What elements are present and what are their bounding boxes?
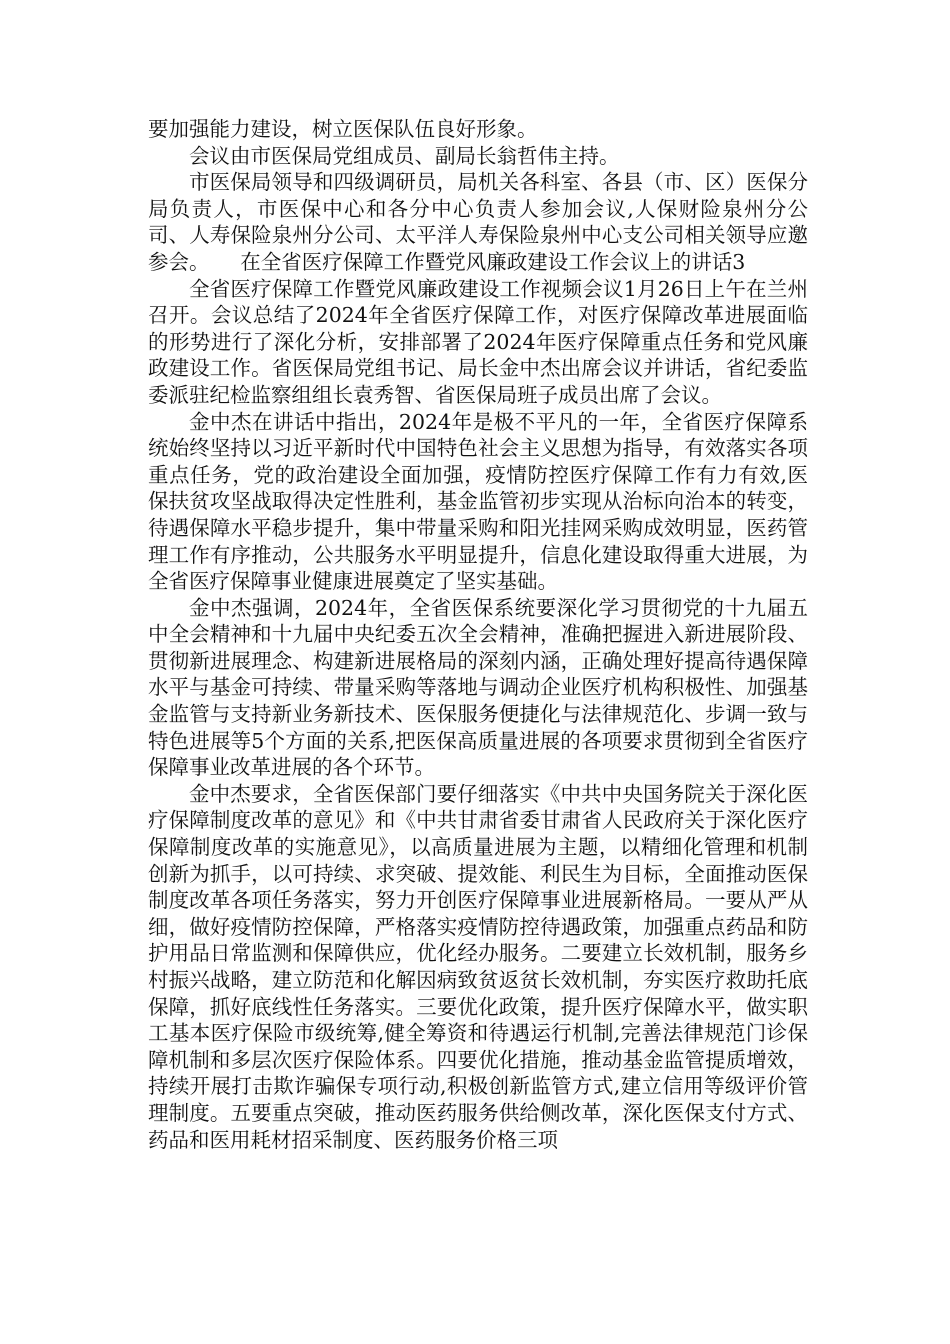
paragraph-host: 会议由市医保局党组成员、副局长翁哲伟主持。 <box>189 143 620 168</box>
paragraph-meeting-summary: 全省医疗保障工作暨党风廉政建设工作视频会议1月26日上午在兰州召开。会议总结了2024年全省医疗保障工作，对医疗保障改革进展面临的形势进行了深化分析，安排部署了2024年医疗保障重点任务和党风廉政建设工作。省医保局党组书记、局长金中杰出席会议并讲话，省纪委监委派驻纪检监察组组长袁秀智、省医保局班子成员出席了会议。 <box>148 276 808 407</box>
paragraph-speech-emphasis: 金中杰强调，2024年，全省医保系统要深化学习贯彻党的十九届五中全会精神和十九届中央纪委五次全会精神，准确把握进入新进展阶段、贯彻新进展理念、构建新进展格局的深刻内涵，正确处理好提高待遇保障水平与基金可持续、带量采购等落地与调动企业医疗机构积极性、加强基金监管与支持新业务新技术、医保服务便捷化与法律规范化、步调一致与特色进展等5个方面的关系,把医保高质量进展的各项要求贯彻到全省医疗保障事业改革进展的各个环节。 <box>148 595 808 780</box>
paragraph-speech-review: 金中杰在讲话中指出，2024年是极不平凡的一年，全省医疗保障系统始终坚持以习近平新时代中国特色社会主义思想为指导，有效落实各项重点任务，党的政治建设全面加强，疫情防控医疗保障工作有力有效,医保扶贫攻坚战取得决定性胜利，基金监管初步实现从治标向治本的转变，待遇保障水平稳步提升，集中带量采购和阳光挂网采购成效明显，医药管理工作有序推动，公共服务水平明显提升，信息化建设取得重大进展，为全省医疗保障事业健康进展奠定了坚实基础。 <box>148 409 808 594</box>
paragraph-continuation: 要加强能力建设，树立医保队伍良好形象。 <box>148 117 538 141</box>
paragraph-attendees: 市医保局领导和四级调研员，局机关各科室、各县（市、区）医保分局负责人，市医保中心和各分中心负责人参加会议,人保财险泉州分公司、人寿保险泉州分公司、太平洋人寿保险泉州中心支公司相关领导应邀参会。 在全省医疗保障工作暨党风廉政建设工作会议上的讲话3 <box>148 170 808 274</box>
document-body <box>148 116 808 1153</box>
paragraph-speech-requirements: 金中杰要求，全省医保部门要仔细落实《中共中央国务院关于深化医疗保障制度改革的意见》和《中共甘肃省委甘肃省人民政府关于深化医疗保障制度改革的实施意见》，以高质量进展为主题，以精细化管理和机制创新为抓手，以可持续、求突破、提效能、利民生为目标，全面推动医保制度改革各项任务落实，努力开创医疗保障事业进展新格局。一要从严从细，做好疫情防控保障，严格落实疫情防控待遇政策，加强重点药品和防护用品日常监测和保障供应，优化经办服务。二要建立长效机制，服务乡村振兴战略，建立防范和化解因病致贫返贫长效机制，夯实医疗救助托底保障，抓好底线性任务落实。三要优化政策，提升医疗保障水平，做实职工基本医疗保险市级统筹,健全筹资和待遇运行机制,完善法律规范门诊保障机制和多层次医疗保险体系。四要优化措施，推动基金监管提质增效，持续开展打击欺诈骗保专项行动,积极创新监管方式,建立信用等级评价管理制度。五要重点突破，推动医药服务供给侧改革，深化医保支付方式、药品和医用耗材招采制度、医药服务价格三项 <box>148 781 808 1152</box>
